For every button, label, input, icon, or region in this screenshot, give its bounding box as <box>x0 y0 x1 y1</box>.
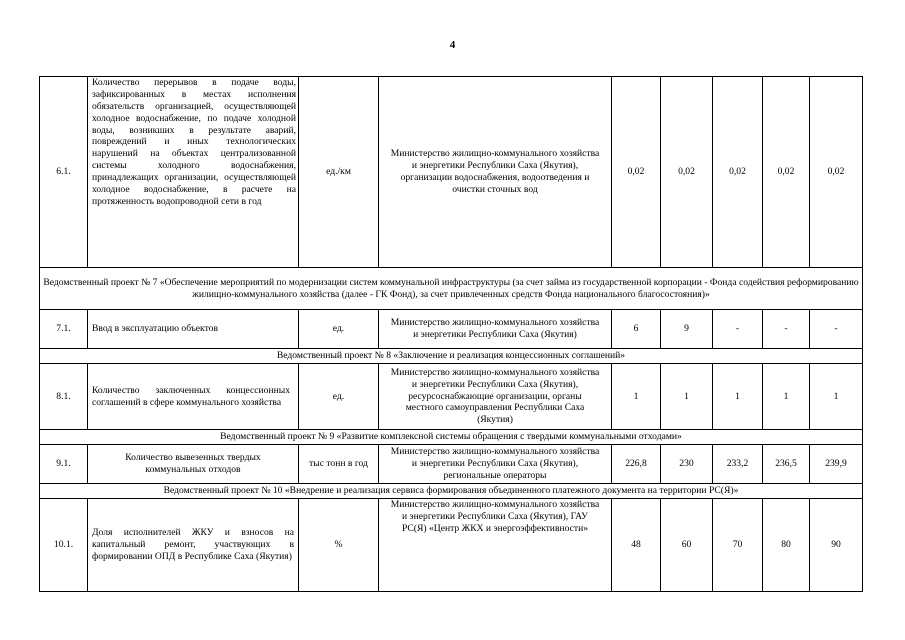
value-year-2: 60 <box>661 499 713 592</box>
responsible-cell: Министерство жилищно-коммунального хозяйства и энергетики Республики Саха (Якутия), организации водоснабжения, водоотведения и очистки сточных вод <box>379 77 612 268</box>
value-year-1: 226,8 <box>612 445 661 484</box>
unit-cell: ед. <box>299 310 379 349</box>
project-header-10 <box>40 484 863 499</box>
value-year-3: 1 <box>713 364 763 430</box>
value-year-3: 0,02 <box>713 77 763 268</box>
unit-cell: тыс тонн в год <box>299 445 379 484</box>
responsible-cell: Министерство жилищно-коммунального хозяйства и энергетики Республики Саха (Якутия), региональные операторы <box>379 445 612 484</box>
responsible-cell: Министерство жилищно-коммунального хозяйства и энергетики Республики Саха (Якутия) <box>379 310 612 349</box>
responsible-cell: Министерство жилищно-коммунального хозяйства и энергетики Республики Саха (Якутия), ГАУ РС(Я) «Центр ЖКХ и энергоэффективности» <box>379 499 612 592</box>
table-row-8-1 <box>40 364 863 430</box>
responsible-cell: Министерство жилищно-коммунального хозяйства и энергетики Республики Саха (Якутия), ресурсоснабжающие организации, органы местного самоуправления Республики Саха (Якутия) <box>379 364 612 430</box>
value-year-2: 230 <box>661 445 713 484</box>
value-year-4: 1 <box>763 364 810 430</box>
value-year-1: 0,02 <box>612 77 661 268</box>
value-year-1: 6 <box>612 310 661 349</box>
indicators-table <box>39 76 863 592</box>
indicator-name: Количество перерывов в подаче воды, зафиксированных в местах исполнения обязательств организацией, осуществляющей холодное водоснабжение, по подаче холодной воды, возникших в результате аварий, повреждений и иных технологических нарушений на объектах централизованной системы холодного водоснабжения, принадлежащих организации, осуществляющей холодное водоснабжение, в расчете на протяженность водопроводной сети в год <box>88 77 299 268</box>
table-row-9-1 <box>40 445 863 484</box>
value-year-1: 1 <box>612 364 661 430</box>
row-number: 10.1. <box>40 499 88 592</box>
project-title: Ведомственный проект № 10 «Внедрение и реализация сервиса формирования объединенного платежного документа на территории РС(Я)» <box>40 484 863 499</box>
value-year-4: 80 <box>763 499 810 592</box>
value-year-2: 0,02 <box>661 77 713 268</box>
project-title: Ведомственный проект № 7 «Обеспечение мероприятий по модернизации систем коммунальной инфраструктуры (за счет займа из государственной корпорации - Фонда содействия реформированию жилищно-коммунального хозяйства (далее - ГК Фонд), за счет привлеченных средств Фонда национального благосостояния)» <box>40 268 863 310</box>
table-row-10-1 <box>40 499 863 592</box>
project-title: Ведомственный проект № 9 «Развитие комплексной системы обращения с твердыми коммунальными отходами» <box>40 430 863 445</box>
project-header-7 <box>40 268 863 310</box>
value-year-3: - <box>713 310 763 349</box>
value-year-3: 233,2 <box>713 445 763 484</box>
row-number: 7.1. <box>40 310 88 349</box>
value-year-5: 239,9 <box>810 445 863 484</box>
value-year-2: 9 <box>661 310 713 349</box>
indicator-name: Количество заключенных концессионных соглашений в сфере коммунального хозяйства <box>88 364 299 430</box>
unit-cell: ед. <box>299 364 379 430</box>
indicator-name: Количество вывезенных твердых коммунальных отходов <box>88 445 299 484</box>
value-year-5: 0,02 <box>810 77 863 268</box>
unit-cell: ед./км <box>299 77 379 268</box>
project-header-9 <box>40 430 863 445</box>
row-number: 6.1. <box>40 77 88 268</box>
table-row-6-1 <box>40 77 863 268</box>
value-year-5: 1 <box>810 364 863 430</box>
table-row-7-1 <box>40 310 863 349</box>
value-year-2: 1 <box>661 364 713 430</box>
row-number: 8.1. <box>40 364 88 430</box>
indicator-name: Доля исполнителей ЖКУ и взносов на капитальный ремонт, участвующих в формировании ОПД в Республике Саха (Якутия) <box>88 499 299 592</box>
value-year-4: - <box>763 310 810 349</box>
value-year-4: 0,02 <box>763 77 810 268</box>
value-year-4: 236,5 <box>763 445 810 484</box>
indicator-name: Ввод в эксплуатацию объектов <box>88 310 299 349</box>
value-year-5: 90 <box>810 499 863 592</box>
value-year-1: 48 <box>612 499 661 592</box>
project-title: Ведомственный проект № 8 «Заключение и реализация концессионных соглашений» <box>40 349 863 364</box>
page-number: 4 <box>449 39 456 51</box>
project-header-8 <box>40 349 863 364</box>
row-number: 9.1. <box>40 445 88 484</box>
value-year-3: 70 <box>713 499 763 592</box>
value-year-5: - <box>810 310 863 349</box>
unit-cell: % <box>299 499 379 592</box>
